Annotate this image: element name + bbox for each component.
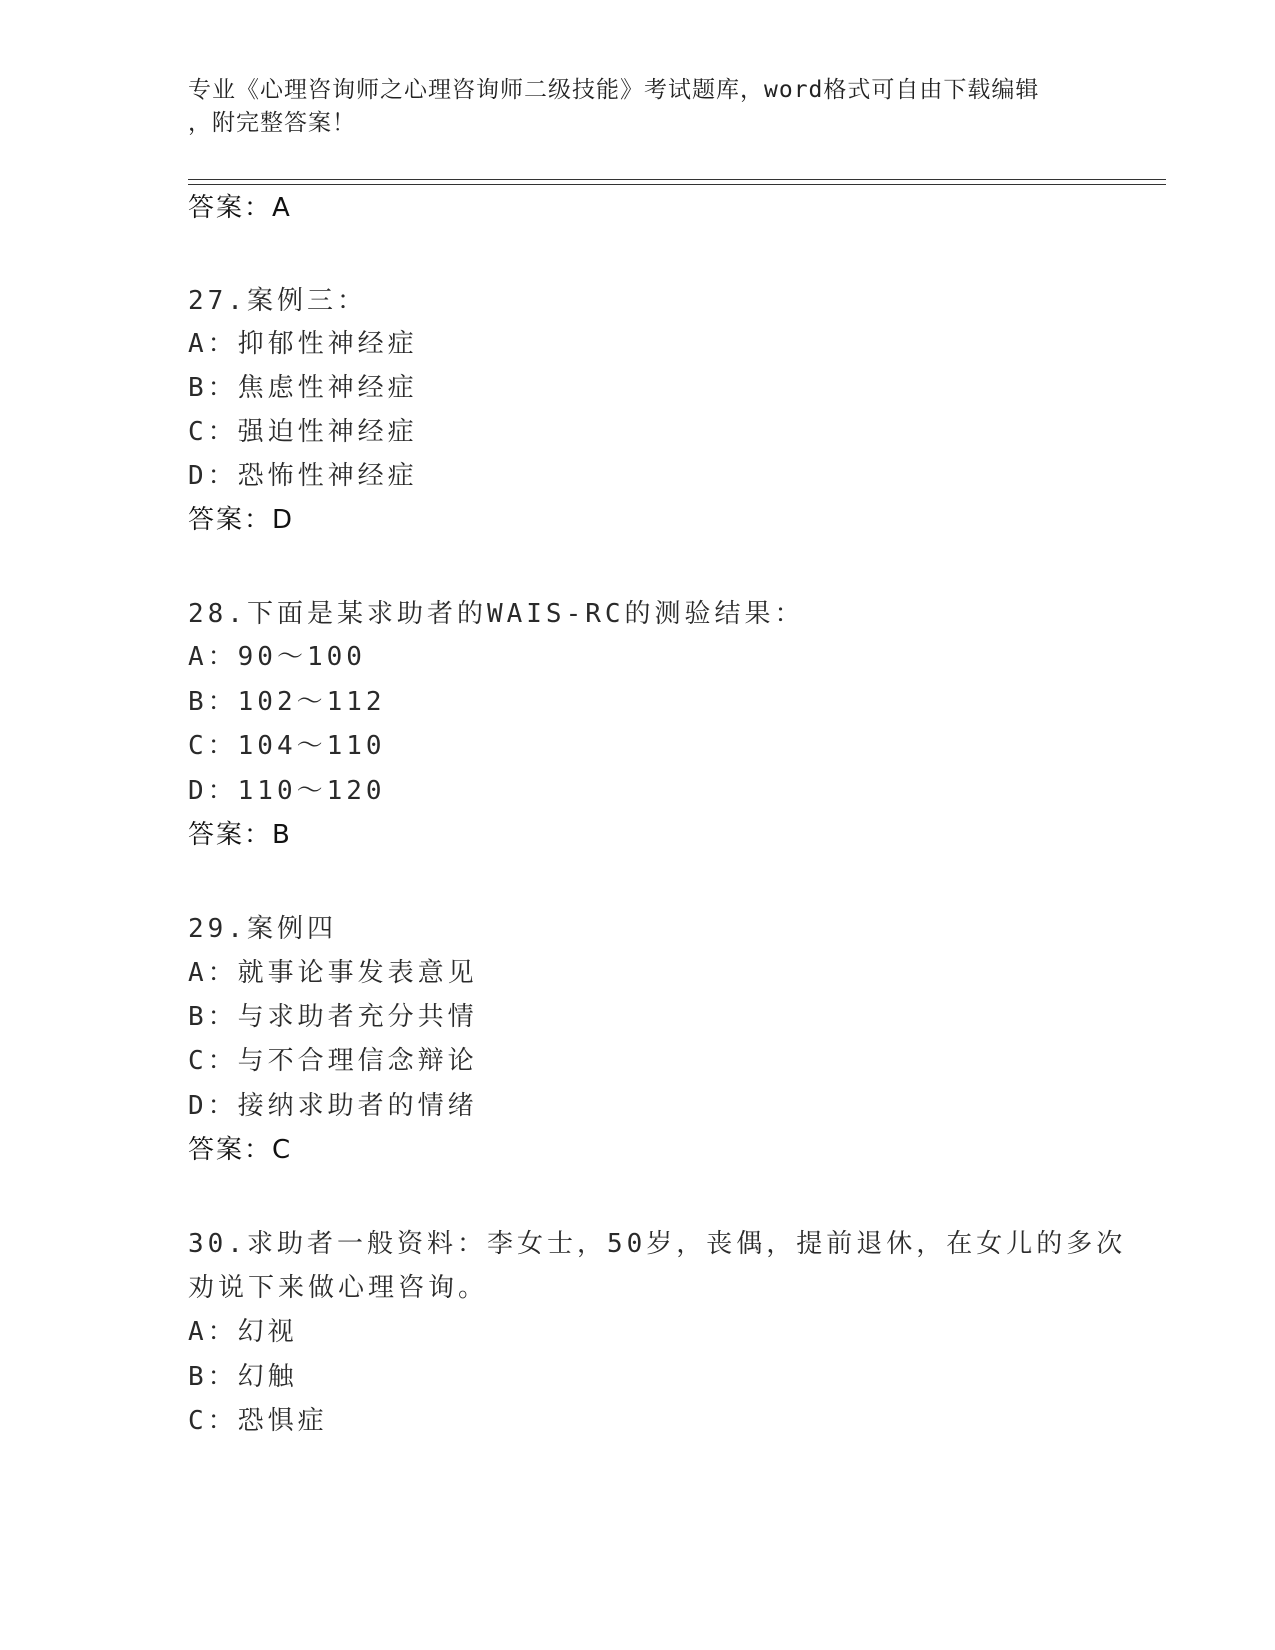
document-header <box>188 74 1088 140</box>
header-divider-bottom <box>188 184 1166 185</box>
question-27-option-a: A：抑郁性神经症 <box>188 329 418 359</box>
question-27-option-b: B：焦虑性神经症 <box>188 373 418 403</box>
answer-29: 答案：C <box>188 1135 293 1165</box>
answer-28: 答案：B <box>188 820 292 850</box>
question-28-option-b: B：102～112 <box>188 687 386 717</box>
question-30-option-b: B：幻触 <box>188 1362 298 1392</box>
question-30-stem-line-1: 30.求助者一般资料：李女士，50岁，丧偶，提前退休，在女儿的多次 <box>188 1229 1127 1259</box>
question-28-option-a: A：90～100 <box>188 642 366 672</box>
question-28-stem: 28.下面是某求助者的WAIS-RC的测验结果： <box>188 599 805 629</box>
header-line-1: 专业《心理咨询师之心理咨询师二级技能》考试题库，word格式可自由下载编辑 <box>188 77 1040 103</box>
question-29-stem: 29.案例四 <box>188 914 337 944</box>
question-30-option-c: C：恐惧症 <box>188 1406 328 1436</box>
question-28-option-c: C：104～110 <box>188 731 386 761</box>
question-29-option-a: A：就事论事发表意见 <box>188 958 478 988</box>
question-29-option-d: D：接纳求助者的情绪 <box>188 1091 478 1121</box>
question-27-stem: 27.案例三： <box>188 286 367 316</box>
answer-26: 答案：A <box>188 193 292 223</box>
question-29-option-b: B：与求助者充分共情 <box>188 1002 478 1032</box>
question-28-option-d: D：110～120 <box>188 776 386 806</box>
question-30-option-a: A：幻视 <box>188 1317 298 1347</box>
header-line-2: ，附完整答案！ <box>188 110 356 136</box>
answer-27: 答案：D <box>188 505 295 535</box>
question-27-option-c: C：强迫性神经症 <box>188 417 418 447</box>
question-30-stem-line-2: 劝说下来做心理咨询。 <box>188 1273 489 1303</box>
question-27-option-d: D：恐怖性神经症 <box>188 461 418 491</box>
question-29-option-c: C：与不合理信念辩论 <box>188 1046 478 1076</box>
header-divider-top <box>188 179 1166 180</box>
